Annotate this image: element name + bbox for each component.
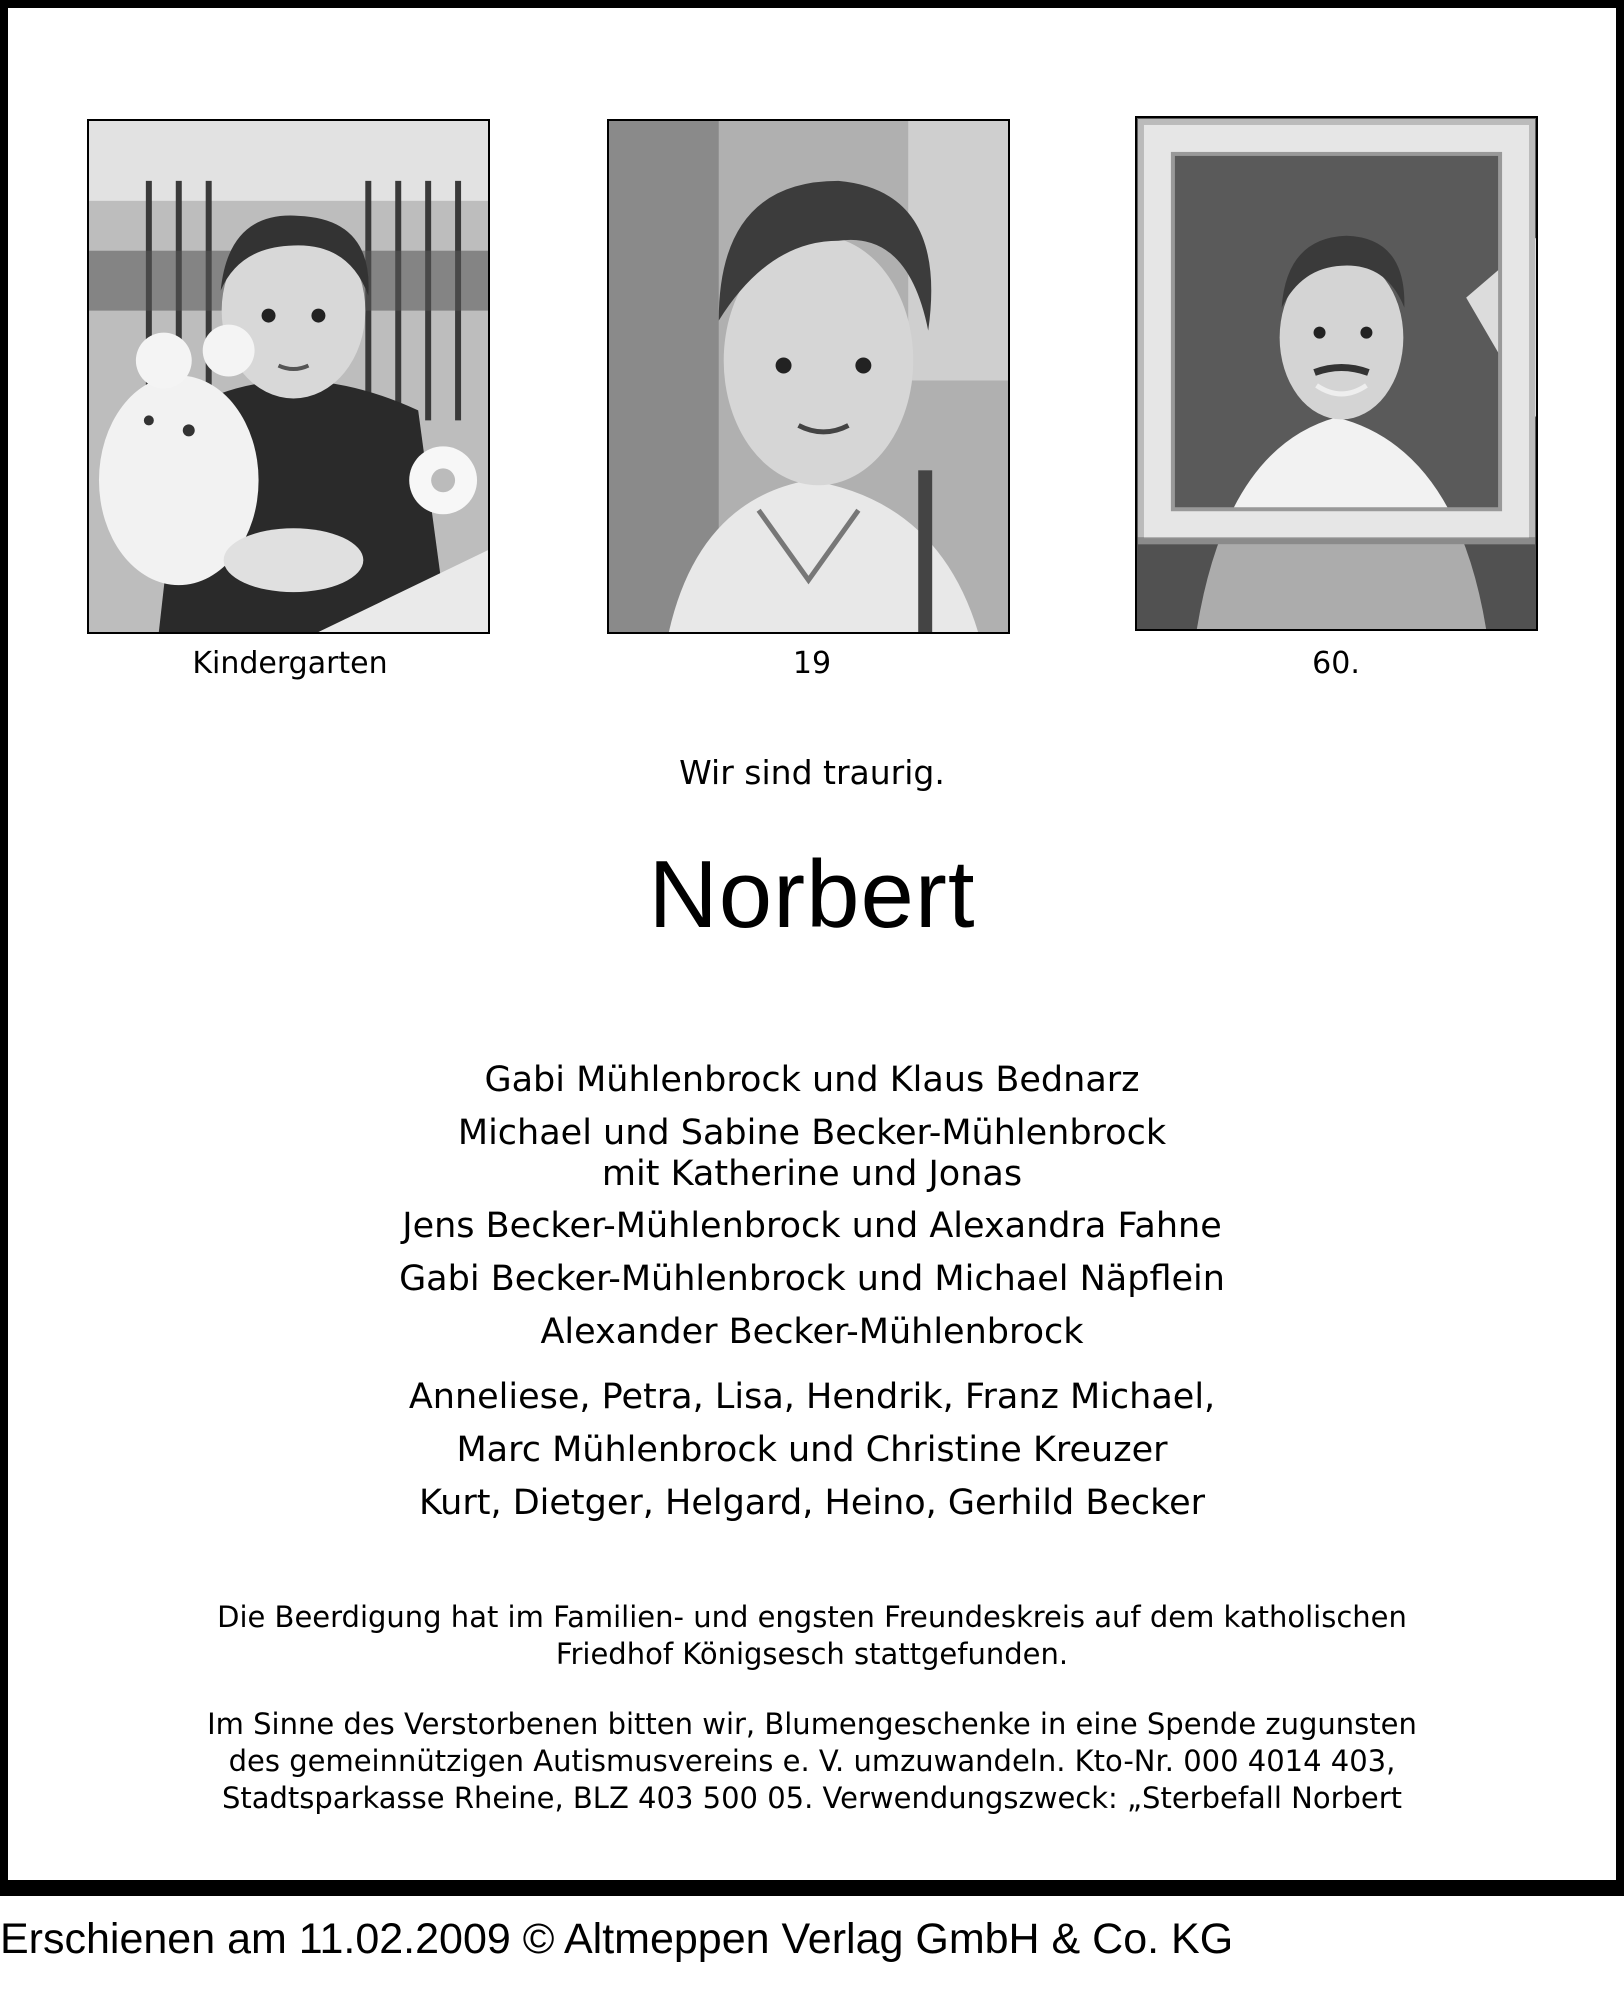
child-with-teddy-bear-photo <box>87 119 490 634</box>
photo-caption: 19 <box>792 646 832 681</box>
deceased-name: Norbert <box>648 841 976 948</box>
mourner-line: Gabi Mühlenbrock und Klaus Bednarz <box>484 1060 1140 1100</box>
mourner-line: Marc Mühlenbrock und Christine Kreuzer <box>456 1430 1168 1470</box>
donation-line: Stadtsparkasse Rheine, BLZ 403 500 05. Verwendungszweck: „Sterbefall Norbert <box>221 1781 1403 1815</box>
photo-caption: Kindergarten <box>192 646 388 681</box>
photo-caption: 60. <box>1312 646 1360 681</box>
funeral-line: Die Beerdigung hat im Familien- und engsten Freundeskreis auf dem katholischen <box>217 1600 1407 1634</box>
mourner-line: Jens Becker-Mühlenbrock und Alexandra Fahne <box>402 1206 1222 1246</box>
mourner-line: Anneliese, Petra, Lisa, Hendrik, Franz Michael, <box>408 1377 1216 1417</box>
donation-line: Im Sinne des Verstorbenen bitten wir, Blumengeschenke in eine Spende zugunsten <box>207 1707 1417 1741</box>
teenager-portrait-photo <box>607 119 1010 634</box>
mourners-group <box>8 1060 1616 1353</box>
donation-request <box>8 1706 1616 1817</box>
mourner-line: Kurt, Dietger, Helgard, Heino, Gerhild Becker <box>418 1483 1206 1523</box>
mourner-line: Gabi Becker-Mühlenbrock und Michael Näpflein <box>399 1259 1225 1299</box>
funeral-notice <box>8 1599 1616 1673</box>
man-holding-picture-frame-photo <box>1135 116 1538 631</box>
mourners-group <box>8 1377 1616 1524</box>
funeral-line: Friedhof Königsesch stattgefunden. <box>555 1637 1069 1671</box>
publication-footer: Erschienen am 11.02.2009 © Altmeppen Verlag GmbH & Co. KG <box>0 1915 1234 1963</box>
donation-line: des gemeinnützigen Autismusvereins e. V. umzuwandeln. Kto-Nr. 000 4014 403, <box>228 1744 1396 1778</box>
intro-text: Wir sind traurig. <box>679 753 945 792</box>
mourner-line: Michael und Sabine Becker-Mühlenbrock <box>457 1113 1167 1153</box>
mourner-line: Alexander Becker-Mühlenbrock <box>540 1312 1084 1352</box>
mourners-list <box>8 1060 1616 1536</box>
mourner-line: mit Katherine und Jonas <box>601 1154 1023 1194</box>
